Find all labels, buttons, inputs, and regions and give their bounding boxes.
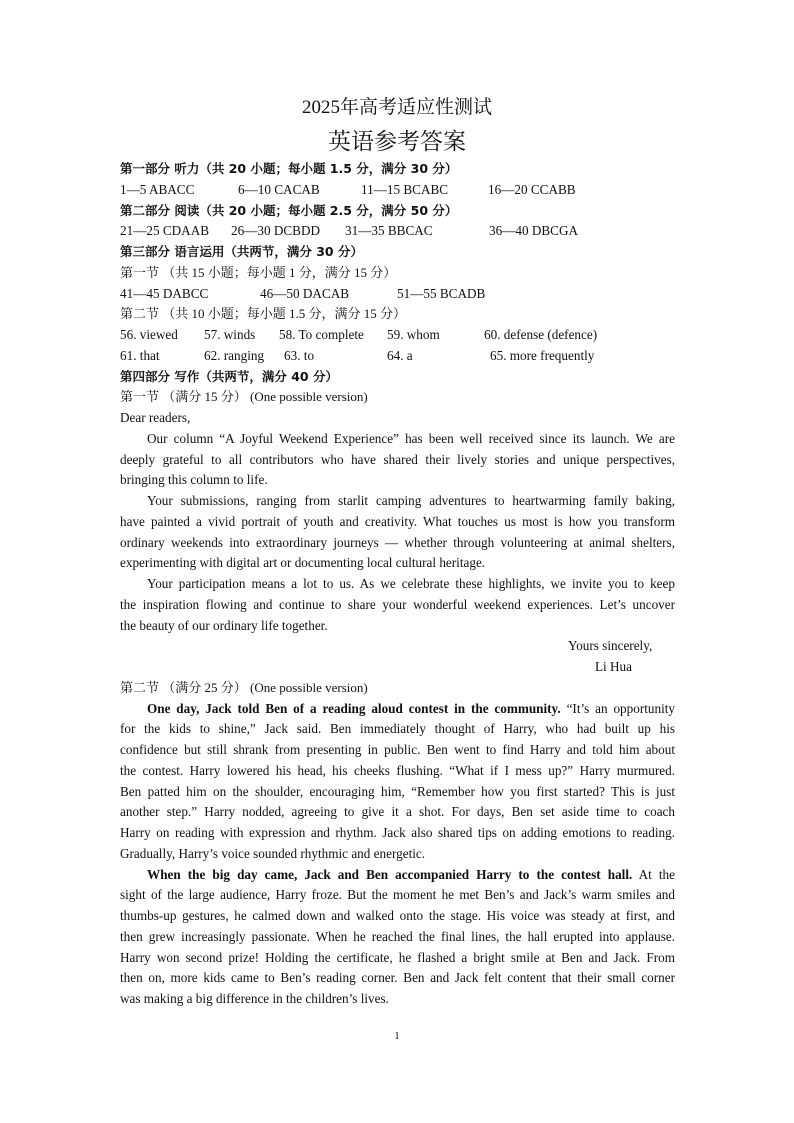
answer-row xyxy=(120,325,675,346)
answer-item: 64. a xyxy=(387,347,413,363)
closing-text: Yours sincerely, xyxy=(568,638,653,654)
answer-row xyxy=(120,284,675,305)
paragraph-line: One day, Jack told Ben of a reading aloud contest in the community. “It’s an opportunity xyxy=(147,700,675,716)
answer-item: 11—15 BCABC xyxy=(361,181,449,197)
paragraph-line: ordinary weekends into extraordinary journeys — whether through volunteering at animal shelters, xyxy=(120,534,675,550)
paragraph-line: Gradually, Harry’s voice sounded rhythmic and energetic. xyxy=(120,845,426,861)
answer-item: 36—40 DBCGA xyxy=(489,223,579,239)
section-label: 第二节 （共 10 小题；每小题 1.5 分，满分 15 分） xyxy=(120,306,407,322)
answer-item: 60. defense (defence) xyxy=(484,327,598,342)
paragraph-line: Your participation means a lot to us. As we celebrate these highlights, we invite you to keep xyxy=(147,576,675,591)
paragraph-line: was making a big difference in the children’s lives. xyxy=(120,991,389,1006)
answer-item: 59. whom xyxy=(387,327,440,342)
paragraph-line: Our column “A Joyful Weekend Experience” has been well received since its launch. We are xyxy=(147,430,675,446)
exam-title: 2025年高考适应性测试 xyxy=(301,97,492,118)
paragraph-line: experimenting with digital art or documenting local cultural heritage. xyxy=(120,555,486,571)
signature xyxy=(120,657,675,678)
paragraph-line: the inspiration flowing and continue to share your wonderful weekend experiences. Let’s uncover xyxy=(120,596,675,612)
paragraph-line: confidence but still shrank from presenting in public. Ben went to find Harry and told him about xyxy=(120,742,675,757)
signature-name: Li Hua xyxy=(595,659,632,674)
document-body xyxy=(120,159,675,1010)
answer-item: 65. more frequently xyxy=(490,347,595,363)
paragraph-line: then on, more kids came to Ben’s reading corner. Ben and Jack felt content that their small corner xyxy=(120,970,675,986)
paragraph-line: the beauty of our ordinary life together. xyxy=(120,617,328,633)
paragraph-line: Harry on reading with expression and rhythm. Jack also shared tips on adding emotions to reading. xyxy=(120,825,675,840)
answer-item: 61. that xyxy=(120,347,160,363)
answer-item: 58. To complete xyxy=(279,327,364,342)
section-label: 第二节 （满分 25 分） (One possible version) xyxy=(120,679,368,695)
paragraph-line: Ben patted him on the shoulder, encouraging him, “Remember how you first started? This is just xyxy=(120,783,675,799)
paragraph-line: bringing this column to life. xyxy=(120,472,268,488)
bold-lead-sentence: One day, Jack told Ben of a reading aloud contest in the community. xyxy=(147,700,561,716)
paragraph-line: Your submissions, ranging from starlit camping adventures to heartwarming family baking, xyxy=(147,493,675,508)
answer-item: 57. winds xyxy=(204,327,256,342)
paragraph-line: Harry won second prize! Holding the certificate, he flashed a bright smile at Ben and Jack. From xyxy=(120,949,675,965)
page-number: 1 xyxy=(394,1030,400,1042)
answer-item: 63. to xyxy=(284,347,315,363)
part-header: 第四部分 写作（共两节，满分 40 分） xyxy=(120,368,338,384)
paragraph-line: have painted a vivid portrait of youth and creativity. What touches us most is how you transform xyxy=(120,513,675,529)
answer-item: 62. ranging xyxy=(204,347,265,363)
part-header: 第二部分 阅读（共 20 小题；每小题 2.5 分，满分 50 分） xyxy=(120,202,458,218)
paragraph-line: When the big day came, Jack and Ben accompanied Harry to the contest hall. At the xyxy=(147,866,675,882)
answer-item: 51—55 BCADB xyxy=(397,285,486,301)
part-header: 第三部分 语言运用（共两节，满分 30 分） xyxy=(120,244,363,259)
greeting: Dear readers, xyxy=(120,410,191,425)
paragraph-line: the contest. Harry lowered his head, his cheeks flushing. “What if I mess up?” Harry murmured. xyxy=(120,762,675,778)
paragraph-line: for the kids to shine,” Jack said. Ben immediately thought of Harry, who had built up his xyxy=(120,721,675,737)
answer-item: 26—30 DCBDD xyxy=(231,223,321,239)
section-label: 第一节 （共 15 小题；每小题 1 分，满分 15 分） xyxy=(120,264,397,280)
answer-key-title: 英语参考答案 xyxy=(328,129,466,154)
answer-item: 16—20 CCABB xyxy=(488,181,576,197)
paragraph-line: deeply grateful to all contributors who have shared their lively stories and unique perspectives, xyxy=(120,451,675,467)
answer-item: 41—45 DABCC xyxy=(120,285,209,301)
paragraph-line: another step.” Harry nodded, agreeing to give it a shot. For days, Ben set aside time to coach xyxy=(120,804,675,820)
answer-item: 6—10 CACAB xyxy=(238,181,320,197)
paragraph-line: then grew increasingly passionate. When he reached the final lines, the hall erupted into applause. xyxy=(120,928,675,944)
answer-item: 1—5 ABACC xyxy=(120,181,195,197)
paragraph-line: thumbs-up gestures, he calmed down and walked onto the stage. His voice was steady at first, and xyxy=(120,908,675,923)
answer-row xyxy=(120,180,675,201)
closing xyxy=(120,636,675,657)
answer-item: 46—50 DACAB xyxy=(260,285,350,301)
paragraph-line: sight of the large audience, Harry froze. But the moment he met Ben’s and Jack’s warm smiles and xyxy=(120,887,675,903)
answer-item: 21—25 CDAAB xyxy=(120,223,210,239)
answer-item: 31—35 BBCAC xyxy=(345,223,433,239)
part-header: 第一部分 听力（共 20 小题；每小题 1.5 分，满分 30 分） xyxy=(120,161,458,176)
bold-lead-sentence: When the big day came, Jack and Ben accompanied Harry to the contest hall. xyxy=(147,866,633,882)
answer-item: 56. viewed xyxy=(120,327,178,342)
answer-row xyxy=(120,221,675,242)
section-label: 第一节 （满分 15 分） (One possible version) xyxy=(120,389,368,405)
answer-row xyxy=(120,346,675,367)
